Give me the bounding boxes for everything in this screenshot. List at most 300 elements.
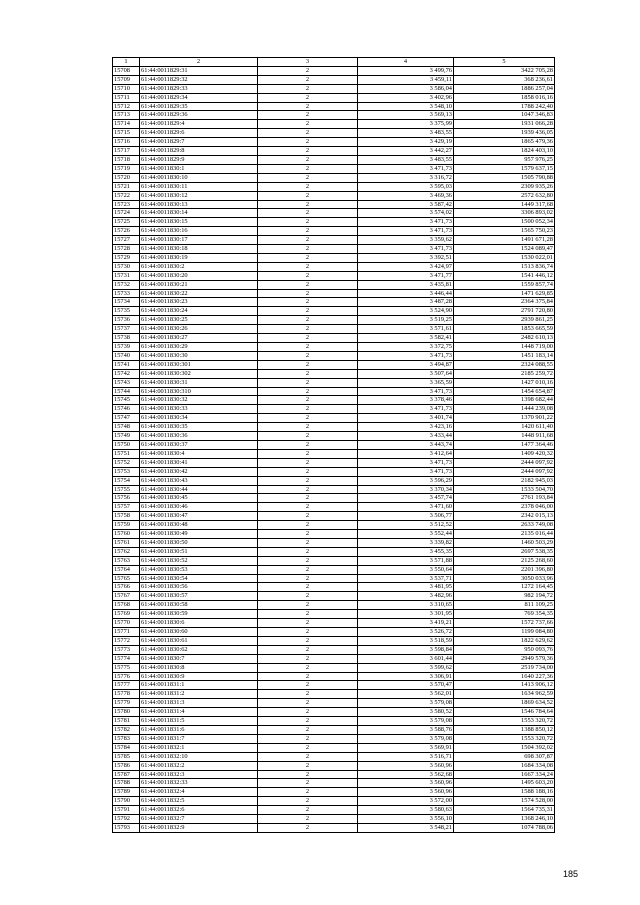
table-cell: 15737 xyxy=(113,325,140,334)
table-cell: 3 483,55 xyxy=(358,155,454,164)
table-cell: 15777 xyxy=(113,681,140,690)
table-cell: 61:44:0011830:62 xyxy=(140,645,258,654)
table-cell: 2309 935,26 xyxy=(454,182,555,191)
table-row xyxy=(113,654,555,663)
table-cell: 61:44:0011832:5 xyxy=(140,797,258,806)
table-cell: 2 xyxy=(258,66,358,75)
table-cell: 2 xyxy=(258,806,358,815)
table-cell: 61:44:0011830:30 xyxy=(140,351,258,360)
table-cell: 15775 xyxy=(113,663,140,672)
table-row xyxy=(113,806,555,815)
table-cell: 3 548,10 xyxy=(358,102,454,111)
table-cell: 2 xyxy=(258,663,358,672)
table-cell: 2 xyxy=(258,396,358,405)
table-cell: 15740 xyxy=(113,351,140,360)
table-cell: 61:44:0011832:9 xyxy=(140,823,258,832)
table-cell: 3 446,44 xyxy=(358,289,454,298)
table-cell: 15770 xyxy=(113,619,140,628)
table-cell: 15789 xyxy=(113,788,140,797)
table-cell: 15726 xyxy=(113,227,140,236)
table-cell: 2 xyxy=(258,699,358,708)
table-row xyxy=(113,440,555,449)
table-cell: 3 433,44 xyxy=(358,432,454,441)
table-cell: 2 xyxy=(258,334,358,343)
table-row xyxy=(113,743,555,752)
table-cell: 61:44:0011830:54 xyxy=(140,574,258,583)
table-cell: 2572 632,80 xyxy=(454,191,555,200)
table-cell: 2 xyxy=(258,218,358,227)
table-cell: 1553 320,72 xyxy=(454,734,555,743)
table-cell: 3 516,71 xyxy=(358,752,454,761)
table-cell: 1858 016,16 xyxy=(454,93,555,102)
table-cell: 3 595,03 xyxy=(358,182,454,191)
table-cell: 61:44:0011832:4 xyxy=(140,788,258,797)
table-cell: 3 494,87 xyxy=(358,360,454,369)
table-cell: 1931 066,28 xyxy=(454,120,555,129)
table-cell: 1272 164,45 xyxy=(454,583,555,592)
table-cell: 1448 911,68 xyxy=(454,432,555,441)
table-cell: 2 xyxy=(258,565,358,574)
table-cell: 1524 089,47 xyxy=(454,245,555,254)
table-cell: 15735 xyxy=(113,307,140,316)
table-cell: 2 xyxy=(258,271,358,280)
table-cell: 2378 046,00 xyxy=(454,503,555,512)
table-cell: 15785 xyxy=(113,752,140,761)
table-cell: 3 596,29 xyxy=(358,476,454,485)
table-cell: 1533 504,70 xyxy=(454,485,555,494)
table-cell: 3 579,08 xyxy=(358,734,454,743)
table-cell: 61:44:0011830:8 xyxy=(140,663,258,672)
table-cell: 1388 850,12 xyxy=(454,725,555,734)
table-row xyxy=(113,797,555,806)
table-cell: 3 310,65 xyxy=(358,601,454,610)
table-row xyxy=(113,601,555,610)
table-cell: 61:44:0011830:56 xyxy=(140,583,258,592)
table-cell: 15754 xyxy=(113,476,140,485)
table-cell: 2 xyxy=(258,503,358,512)
table-cell: 3 506,77 xyxy=(358,512,454,521)
table-cell: 2 xyxy=(258,280,358,289)
table-cell: 3 471,73 xyxy=(358,164,454,173)
table-cell: 15708 xyxy=(113,66,140,75)
table-cell: 61:44:0011830:6 xyxy=(140,619,258,628)
table-cell: 15720 xyxy=(113,173,140,182)
table-cell: 2 xyxy=(258,245,358,254)
table-row xyxy=(113,717,555,726)
table-row xyxy=(113,761,555,770)
table-cell: 1572 737,66 xyxy=(454,619,555,628)
table-cell: 15747 xyxy=(113,414,140,423)
table-row xyxy=(113,663,555,672)
table-cell: 3 471,73 xyxy=(358,227,454,236)
table-cell: 61:44:0011832:10 xyxy=(140,752,258,761)
table-cell: 1530 022,01 xyxy=(454,253,555,262)
table-row xyxy=(113,788,555,797)
table-row xyxy=(113,262,555,271)
table-cell: 15756 xyxy=(113,494,140,503)
table-cell: 2 xyxy=(258,93,358,102)
table-row xyxy=(113,298,555,307)
table-cell: 15717 xyxy=(113,147,140,156)
table-cell: 61:44:0011830:59 xyxy=(140,610,258,619)
table-cell: 2 xyxy=(258,681,358,690)
table-cell: 61:44:0011832:33 xyxy=(140,779,258,788)
table-cell: 61:44:0011830:50 xyxy=(140,538,258,547)
table-cell: 2 xyxy=(258,530,358,539)
table-cell: 2 xyxy=(258,75,358,84)
table-cell: 3 375,99 xyxy=(358,120,454,129)
table-cell: 2 xyxy=(258,708,358,717)
table-cell: 3 587,42 xyxy=(358,200,454,209)
table-cell: 61:44:0011830:1 xyxy=(140,164,258,173)
table-row xyxy=(113,538,555,547)
table-row xyxy=(113,530,555,539)
table-cell: 2 xyxy=(258,298,358,307)
table-cell: 61:44:0011831:6 xyxy=(140,725,258,734)
table-row xyxy=(113,93,555,102)
table-cell: 61:44:0011829:8 xyxy=(140,147,258,156)
table-cell: 1047 346,83 xyxy=(454,111,555,120)
table-cell: 1451 183,14 xyxy=(454,351,555,360)
table-cell: 15716 xyxy=(113,138,140,147)
table-cell: 1199 084,80 xyxy=(454,628,555,637)
table-cell: 2 xyxy=(258,636,358,645)
table-cell: 3 580,63 xyxy=(358,806,454,815)
table-cell: 3 588,76 xyxy=(358,725,454,734)
table-cell: 3 499,76 xyxy=(358,66,454,75)
table-header xyxy=(113,58,555,67)
table-cell: 15738 xyxy=(113,334,140,343)
table-cell: 61:44:0011829:31 xyxy=(140,66,258,75)
table-row xyxy=(113,449,555,458)
table-row xyxy=(113,619,555,628)
table-row xyxy=(113,129,555,138)
table-cell: 3 579,08 xyxy=(358,699,454,708)
table-cell: 2 xyxy=(258,84,358,93)
table-cell: 2 xyxy=(258,823,358,832)
table-cell: 61:44:0011830:21 xyxy=(140,280,258,289)
table-row xyxy=(113,574,555,583)
table-cell: 61:44:0011830:10 xyxy=(140,173,258,182)
table-cell: 61:44:0011832:7 xyxy=(140,815,258,824)
data-table xyxy=(112,57,555,833)
table-cell: 1427 010,16 xyxy=(454,378,555,387)
table-cell: 2444 097,92 xyxy=(454,467,555,476)
table-cell: 2 xyxy=(258,547,358,556)
table-cell: 1471 629,85 xyxy=(454,289,555,298)
table-cell: 3 548,21 xyxy=(358,823,454,832)
table-cell: 15788 xyxy=(113,779,140,788)
table-cell: 3 560,96 xyxy=(358,788,454,797)
table-cell: 2444 097,92 xyxy=(454,458,555,467)
table-cell: 3 301,95 xyxy=(358,610,454,619)
table-cell: 1541 446,12 xyxy=(454,271,555,280)
table-cell: 1454 654,87 xyxy=(454,387,555,396)
table-cell: 61:44:0011830:43 xyxy=(140,476,258,485)
header-row xyxy=(113,58,555,67)
table-row xyxy=(113,280,555,289)
table-cell: 3422 705,28 xyxy=(454,66,555,75)
table-cell: 2 xyxy=(258,138,358,147)
table-cell: 2135 016,44 xyxy=(454,530,555,539)
table-cell: 3306 893,02 xyxy=(454,209,555,218)
table-cell: 769 354,35 xyxy=(454,610,555,619)
table-row xyxy=(113,699,555,708)
table-cell: 2 xyxy=(258,494,358,503)
table-cell: 61:44:0011830:15 xyxy=(140,218,258,227)
table-cell: 2 xyxy=(258,734,358,743)
table-cell: 2 xyxy=(258,369,358,378)
table-cell: 2 xyxy=(258,147,358,156)
table-cell: 2 xyxy=(258,761,358,770)
table-row xyxy=(113,628,555,637)
table-cell: 15745 xyxy=(113,396,140,405)
table-cell: 1788 242,40 xyxy=(454,102,555,111)
table-cell: 2 xyxy=(258,120,358,129)
table-cell: 3 599,62 xyxy=(358,663,454,672)
table-cell: 15776 xyxy=(113,672,140,681)
table-row xyxy=(113,155,555,164)
table-cell: 61:44:0011832:1 xyxy=(140,743,258,752)
table-row xyxy=(113,75,555,84)
table-cell: 15774 xyxy=(113,654,140,663)
table-cell: 982 194,72 xyxy=(454,592,555,601)
table-cell: 61:44:0011830:48 xyxy=(140,521,258,530)
table-cell: 1640 227,36 xyxy=(454,672,555,681)
table-row xyxy=(113,823,555,832)
table-cell: 15765 xyxy=(113,574,140,583)
table-row xyxy=(113,815,555,824)
table-cell: 15760 xyxy=(113,530,140,539)
table-cell: 15757 xyxy=(113,503,140,512)
table-cell: 2519 734,00 xyxy=(454,663,555,672)
table-row xyxy=(113,592,555,601)
table-cell: 2 xyxy=(258,200,358,209)
table-cell: 61:44:0011832:2 xyxy=(140,761,258,770)
table-cell: 15721 xyxy=(113,182,140,191)
table-cell: 3 550,64 xyxy=(358,565,454,574)
table-cell: 2 xyxy=(258,610,358,619)
table-row xyxy=(113,476,555,485)
table-cell: 15733 xyxy=(113,289,140,298)
table-cell: 3 401,74 xyxy=(358,414,454,423)
table-cell: 2 xyxy=(258,440,358,449)
table-cell: 15743 xyxy=(113,378,140,387)
table-cell: 3 306,91 xyxy=(358,672,454,681)
table-row xyxy=(113,547,555,556)
table-cell: 3 574,02 xyxy=(358,209,454,218)
table-cell: 15750 xyxy=(113,440,140,449)
table-cell: 2 xyxy=(258,129,358,138)
table-row xyxy=(113,432,555,441)
table-cell: 3 471,73 xyxy=(358,405,454,414)
table-cell: 15778 xyxy=(113,690,140,699)
table-row xyxy=(113,245,555,254)
table-cell: 61:44:0011829:32 xyxy=(140,75,258,84)
table-cell: 2185 259,72 xyxy=(454,369,555,378)
table-cell: 3 560,96 xyxy=(358,779,454,788)
table-cell: 61:44:0011830:47 xyxy=(140,512,258,521)
table-cell: 1588 188,16 xyxy=(454,788,555,797)
table-cell: 15715 xyxy=(113,129,140,138)
table-cell: 2324 088,55 xyxy=(454,360,555,369)
table-cell: 1574 528,00 xyxy=(454,797,555,806)
table-cell: 61:44:0011832:3 xyxy=(140,770,258,779)
table-row xyxy=(113,191,555,200)
table-cell: 61:44:0011830:4 xyxy=(140,449,258,458)
table-cell: 3 526,72 xyxy=(358,628,454,637)
table-cell: 1370 901,22 xyxy=(454,414,555,423)
table-cell: 15787 xyxy=(113,770,140,779)
table-cell: 2 xyxy=(258,405,358,414)
table-cell: 2 xyxy=(258,592,358,601)
table-cell: 3 569,91 xyxy=(358,743,454,752)
table-cell: 3 562,01 xyxy=(358,690,454,699)
table-cell: 15759 xyxy=(113,521,140,530)
table-cell: 61:44:0011830:60 xyxy=(140,628,258,637)
table-row xyxy=(113,387,555,396)
table-row xyxy=(113,218,555,227)
table-row xyxy=(113,200,555,209)
table-cell: 3 429,19 xyxy=(358,138,454,147)
table-cell: 2 xyxy=(258,343,358,352)
table-cell: 2 xyxy=(258,743,358,752)
table-cell: 15758 xyxy=(113,512,140,521)
table-row xyxy=(113,645,555,654)
table-cell: 2 xyxy=(258,788,358,797)
table-cell: 15784 xyxy=(113,743,140,752)
table-cell: 2 xyxy=(258,512,358,521)
table-cell: 2 xyxy=(258,360,358,369)
table-row xyxy=(113,672,555,681)
column-header: 2 xyxy=(140,58,258,67)
table-row xyxy=(113,182,555,191)
table-cell: 1939 436,05 xyxy=(454,129,555,138)
table-cell: 61:44:0011830:26 xyxy=(140,325,258,334)
table-cell: 2 xyxy=(258,583,358,592)
table-cell: 3 483,55 xyxy=(358,129,454,138)
table-cell: 61:44:0011830:49 xyxy=(140,530,258,539)
table-row xyxy=(113,227,555,236)
table-cell: 2633 749,08 xyxy=(454,521,555,530)
table-cell: 2 xyxy=(258,458,358,467)
table-cell: 1667 334,24 xyxy=(454,770,555,779)
table-cell: 3 365,59 xyxy=(358,378,454,387)
table-row xyxy=(113,690,555,699)
table-cell: 2 xyxy=(258,449,358,458)
table-cell: 3 424,97 xyxy=(358,262,454,271)
table-row xyxy=(113,120,555,129)
table-cell: 1564 735,31 xyxy=(454,806,555,815)
table-row xyxy=(113,334,555,343)
table-cell: 61:44:0011830:41 xyxy=(140,458,258,467)
table-cell: 3 572,00 xyxy=(358,797,454,806)
table-cell: 61:44:0011829:35 xyxy=(140,102,258,111)
table-cell: 2939 861,25 xyxy=(454,316,555,325)
table-cell: 3 471,77 xyxy=(358,271,454,280)
table-cell: 1553 320,72 xyxy=(454,717,555,726)
table-row xyxy=(113,316,555,325)
table-cell: 2 xyxy=(258,227,358,236)
table-cell: 1886 257,04 xyxy=(454,84,555,93)
table-cell: 3 459,11 xyxy=(358,75,454,84)
table-cell: 3 402,96 xyxy=(358,93,454,102)
table-cell: 61:44:0011832:6 xyxy=(140,806,258,815)
table-cell: 61:44:0011830:36 xyxy=(140,432,258,441)
table-cell: 1477 364,46 xyxy=(454,440,555,449)
table-cell: 15772 xyxy=(113,636,140,645)
table-cell: 61:44:0011830:301 xyxy=(140,360,258,369)
table-cell: 2 xyxy=(258,351,358,360)
table-row xyxy=(113,325,555,334)
table-cell: 15780 xyxy=(113,708,140,717)
table-cell: 1579 637,15 xyxy=(454,164,555,173)
table-cell: 2 xyxy=(258,467,358,476)
table-cell: 15710 xyxy=(113,84,140,93)
table-cell: 3 471,60 xyxy=(358,503,454,512)
table-cell: 61:44:0011830:2 xyxy=(140,262,258,271)
table-cell: 2 xyxy=(258,102,358,111)
table-cell: 3 582,41 xyxy=(358,334,454,343)
table-row xyxy=(113,360,555,369)
table-cell: 61:44:0011830:18 xyxy=(140,245,258,254)
table-cell: 61:44:0011830:42 xyxy=(140,467,258,476)
table-cell: 2125 268,60 xyxy=(454,556,555,565)
table-cell: 2 xyxy=(258,601,358,610)
table-cell: 3 601,44 xyxy=(358,654,454,663)
table-cell: 15736 xyxy=(113,316,140,325)
table-cell: 2761 193,84 xyxy=(454,494,555,503)
table-cell: 61:44:0011830:32 xyxy=(140,396,258,405)
table-cell: 15761 xyxy=(113,538,140,547)
table-cell: 15711 xyxy=(113,93,140,102)
table-cell: 61:44:0011829:4 xyxy=(140,120,258,129)
table-cell: 61:44:0011829:7 xyxy=(140,138,258,147)
table-cell: 3 507,64 xyxy=(358,369,454,378)
table-cell: 61:44:0011830:7 xyxy=(140,654,258,663)
table-cell: 61:44:0011830:19 xyxy=(140,253,258,262)
table-cell: 15719 xyxy=(113,164,140,173)
table-cell: 61:44:0011829:34 xyxy=(140,93,258,102)
table-cell: 3 443,74 xyxy=(358,440,454,449)
table-cell: 15773 xyxy=(113,645,140,654)
table-cell: 61:44:0011830:29 xyxy=(140,343,258,352)
table-cell: 61:44:0011830:31 xyxy=(140,378,258,387)
table-cell: 15729 xyxy=(113,253,140,262)
page-number: 185 xyxy=(563,869,579,879)
table-cell: 61:44:0011830:22 xyxy=(140,289,258,298)
table-cell: 61:44:0011830:58 xyxy=(140,601,258,610)
table-cell: 2 xyxy=(258,378,358,387)
table-row xyxy=(113,681,555,690)
table-cell: 3 571,61 xyxy=(358,325,454,334)
table-cell: 3 471,73 xyxy=(358,387,454,396)
table-row xyxy=(113,636,555,645)
table-cell: 3 518,59 xyxy=(358,636,454,645)
table-cell: 61:44:0011829:33 xyxy=(140,84,258,93)
table-cell: 61:44:0011831:2 xyxy=(140,690,258,699)
table-cell: 957 976,25 xyxy=(454,155,555,164)
table-cell: 61:44:0011830:51 xyxy=(140,547,258,556)
table-cell: 3 519,25 xyxy=(358,316,454,325)
table-cell: 3 562,68 xyxy=(358,770,454,779)
table-row xyxy=(113,734,555,743)
table-cell: 15725 xyxy=(113,218,140,227)
table-cell: 15746 xyxy=(113,405,140,414)
table-cell: 3 471,73 xyxy=(358,458,454,467)
table-cell: 61:44:0011829:36 xyxy=(140,111,258,120)
table-cell: 61:44:0011830:17 xyxy=(140,236,258,245)
